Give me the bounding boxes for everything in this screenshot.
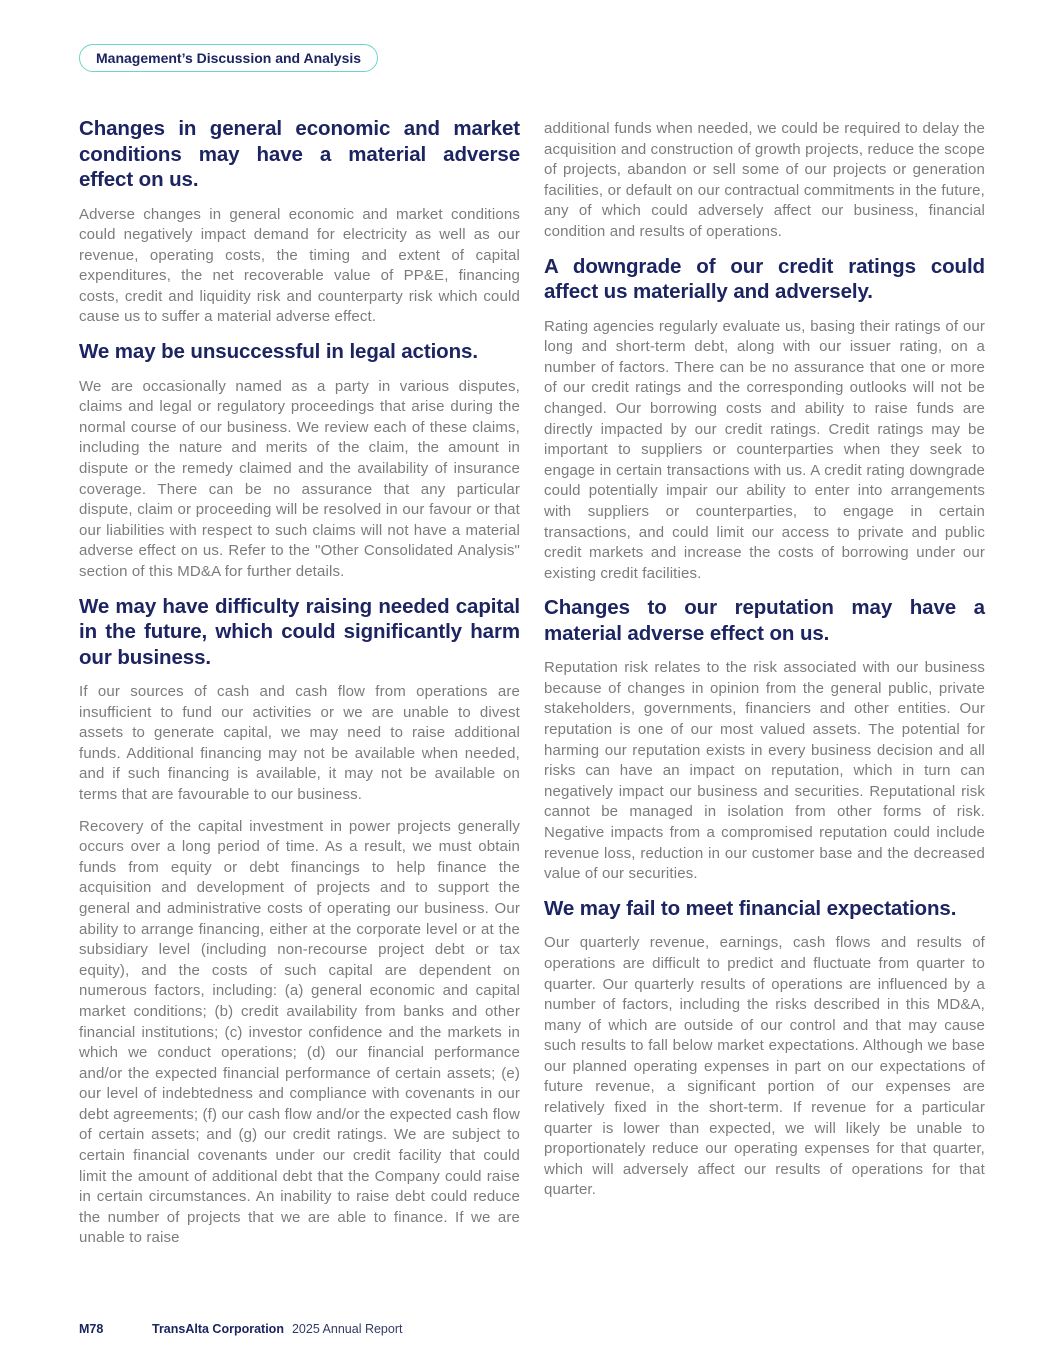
company-name: TransAlta Corporation	[152, 1322, 284, 1336]
heading-credit-ratings: A downgrade of our credit ratings could affect us materially and adversely.	[544, 254, 985, 304]
paragraph-credit-ratings: Rating agencies regularly evaluate us, basing their ratings of our long and short-term debt, along with our issuer rating, on a number of factors. There can be no assurance that one or more of our credit ratings and the corresponding outlooks will not be changed. Our borrowing costs and ability to raise funds are directly impacted by our credit ratings. Credit ratings may be important to suppliers or counterparties when they seek to engage in certain transactions with us. A credit rating downgrade could potentially impair our ability to enter into arrangements with suppliers or counterparties, to engage in certain transactions, and could limit our access to private and public credit markets and increase the costs of borrowing under our existing credit facilities.	[544, 317, 985, 582]
page-number: M78	[79, 1322, 104, 1336]
page-footer	[79, 1322, 402, 1336]
heading-raising-capital: We may have difficulty raising needed capital in the future, which could significantly harm our business.	[79, 594, 520, 669]
report-title: 2025 Annual Report	[291, 1322, 403, 1336]
heading-economic-conditions: Changes in general economic and market conditions may have a material adverse effect on us.	[79, 117, 520, 191]
right-column	[544, 119, 985, 1212]
left-column	[79, 116, 520, 1260]
heading-reputation: Changes to our reputation may have a material adverse effect on us.	[544, 596, 985, 645]
paragraph-financial-expectations: Our quarterly revenue, earnings, cash flows and results of operations are difficult to predict and fluctuate from quarter to quarter. Our quarterly results of operations are influenced by a number of factors, including the risks described in this MD&A, many of which are outside of our control and that may cause such results to fall below market expectations. Although we base our planned operating expenses in part on our expectations of future revenue, a significant portion of our expenses are relatively fixed in the short-term. If revenue for a particular quarter is lower than expected, we will likely be unable to proportionately reduce our operating expenses for that quarter, which will adversely affect our results of operations for that quarter.	[544, 934, 985, 1199]
paragraph-economic-conditions: Adverse changes in general economic and market conditions could negatively impact demand for electricity as well as our revenue, operating costs, the timing and extent of capital expenditures, the net recoverable value of PP&E, financing costs, credit and liquidity risk and counterparty risk which could cause us to suffer a material adverse effect.	[79, 205, 520, 326]
paragraph-raising-capital-2: Recovery of the capital investment in power projects generally occurs over a long period of time. As a result, we must obtain funds from equity or debt financings to help finance the acquisition and development of projects and to support the general and administrative costs of operating our business. Our ability to arrange financing, either at the corporate level or at the subsidiary level (including non-recourse project debt or tax equity), and the costs of such capital are dependent on numerous factors, including: (a) general economic and capital market conditions; (b) credit availability from banks and other financial institutions; (c) investor confidence and the markets in which we conduct operations; (d) our financial performance and/or the expected financial performance of certain assets; (e) our level of indebtedness and compliance with covenants in our debt agreements; (f) our cash flow and/or the expected cash flow of certain assets; and (g) our credit ratings. We are subject to certain financial covenants under our credit facility that could limit the amount of additional debt that the Company could raise in certain circumstances. An inability to raise debt could reduce the number of projects that we are able to finance. If we are unable to raise	[79, 817, 520, 1247]
heading-financial-expectations: We may fail to meet financial expectations.	[544, 896, 957, 920]
paragraph-raising-capital-1: If our sources of cash and cash flow from operations are insufficient to fund our activities or we are unable to divest assets to generate capital, we may need to raise additional funds. Additional financing may not be available when needed, and if such financing is available, it may not be available on terms that are favourable to our business.	[79, 683, 520, 803]
paragraph-raising-capital-continued: additional funds when needed, we could be required to delay the acquisition and construction of growth projects, reduce the scope of projects, abandon or sell some of our projects or generation facilities, or default on our contractual commitments in the future, any of which could adversely affect our business, financial condition and results of operations.	[544, 120, 985, 240]
heading-legal-actions: We may be unsuccessful in legal actions.	[79, 340, 478, 364]
section-label-pill: Management’s Discussion and Analysis	[79, 44, 378, 72]
paragraph-reputation: Reputation risk relates to the risk associated with our business because of changes in opinion from the general public, private stakeholders, governments, financiers and other entities. Our reputation is one of our most valued assets. The potential for harming our reputation exists in every business decision and all risks can have an impact on reputation, which in turn can negatively impact our business and securities. Reputational risk cannot be managed in isolation from other forms of risk. Negative impacts from a compromised reputation could include revenue loss, reduction in our customer base and the decreased value of our securities.	[544, 659, 985, 883]
paragraph-legal-actions: We are occasionally named as a party in various disputes, claims and legal or regulatory proceedings that arise during the normal course of our business. We review each of these claims, including the nature and merits of the claim, the amount in dispute or the remedy claimed and the availability of insurance coverage. There can be no assurance that any particular dispute, claim or proceeding will be resolved in our favour or that our liabilities with respect to such claims will not have a material adverse effect on us. Refer to the "Other Consolidated Analysis" section of this MD&A for further details.	[79, 377, 520, 580]
